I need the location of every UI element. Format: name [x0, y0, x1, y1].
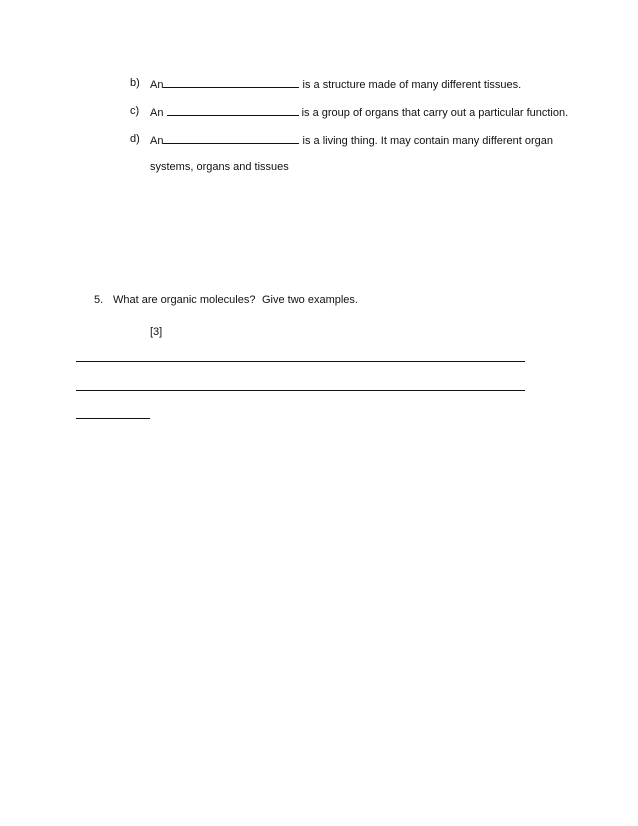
item-b-answer-blank[interactable]	[163, 76, 299, 88]
item-b-line	[150, 76, 521, 92]
item-d-answer-blank[interactable]	[163, 132, 299, 144]
item-c-line	[150, 104, 568, 120]
item-d-prefix: An	[150, 135, 164, 147]
question-5-marks: [3]	[150, 326, 163, 338]
item-d-marker: d)	[130, 133, 140, 145]
answer-line[interactable]	[76, 361, 525, 362]
item-b-marker: b)	[130, 77, 140, 89]
item-b-suffix: is a structure made of many different tissues.	[302, 79, 522, 91]
item-d-suffix: is a living thing. It may contain many different organ	[302, 135, 554, 147]
question-5-text: What are organic molecules?	[113, 294, 256, 306]
answer-line[interactable]	[76, 390, 525, 391]
item-c-prefix: An	[150, 107, 167, 119]
item-c-answer-blank[interactable]	[167, 104, 299, 116]
item-d-continuation: systems, organs and tissues	[150, 161, 289, 173]
item-b-prefix: An	[150, 79, 164, 91]
answer-line[interactable]	[76, 418, 150, 419]
item-d-line	[150, 132, 553, 148]
question-5-number: 5.	[94, 294, 104, 306]
item-c-marker: c)	[130, 105, 140, 117]
question-5-follow-up: Give two examples.	[262, 294, 358, 306]
item-c-suffix: is a group of organs that carry out a particular function.	[301, 107, 569, 119]
